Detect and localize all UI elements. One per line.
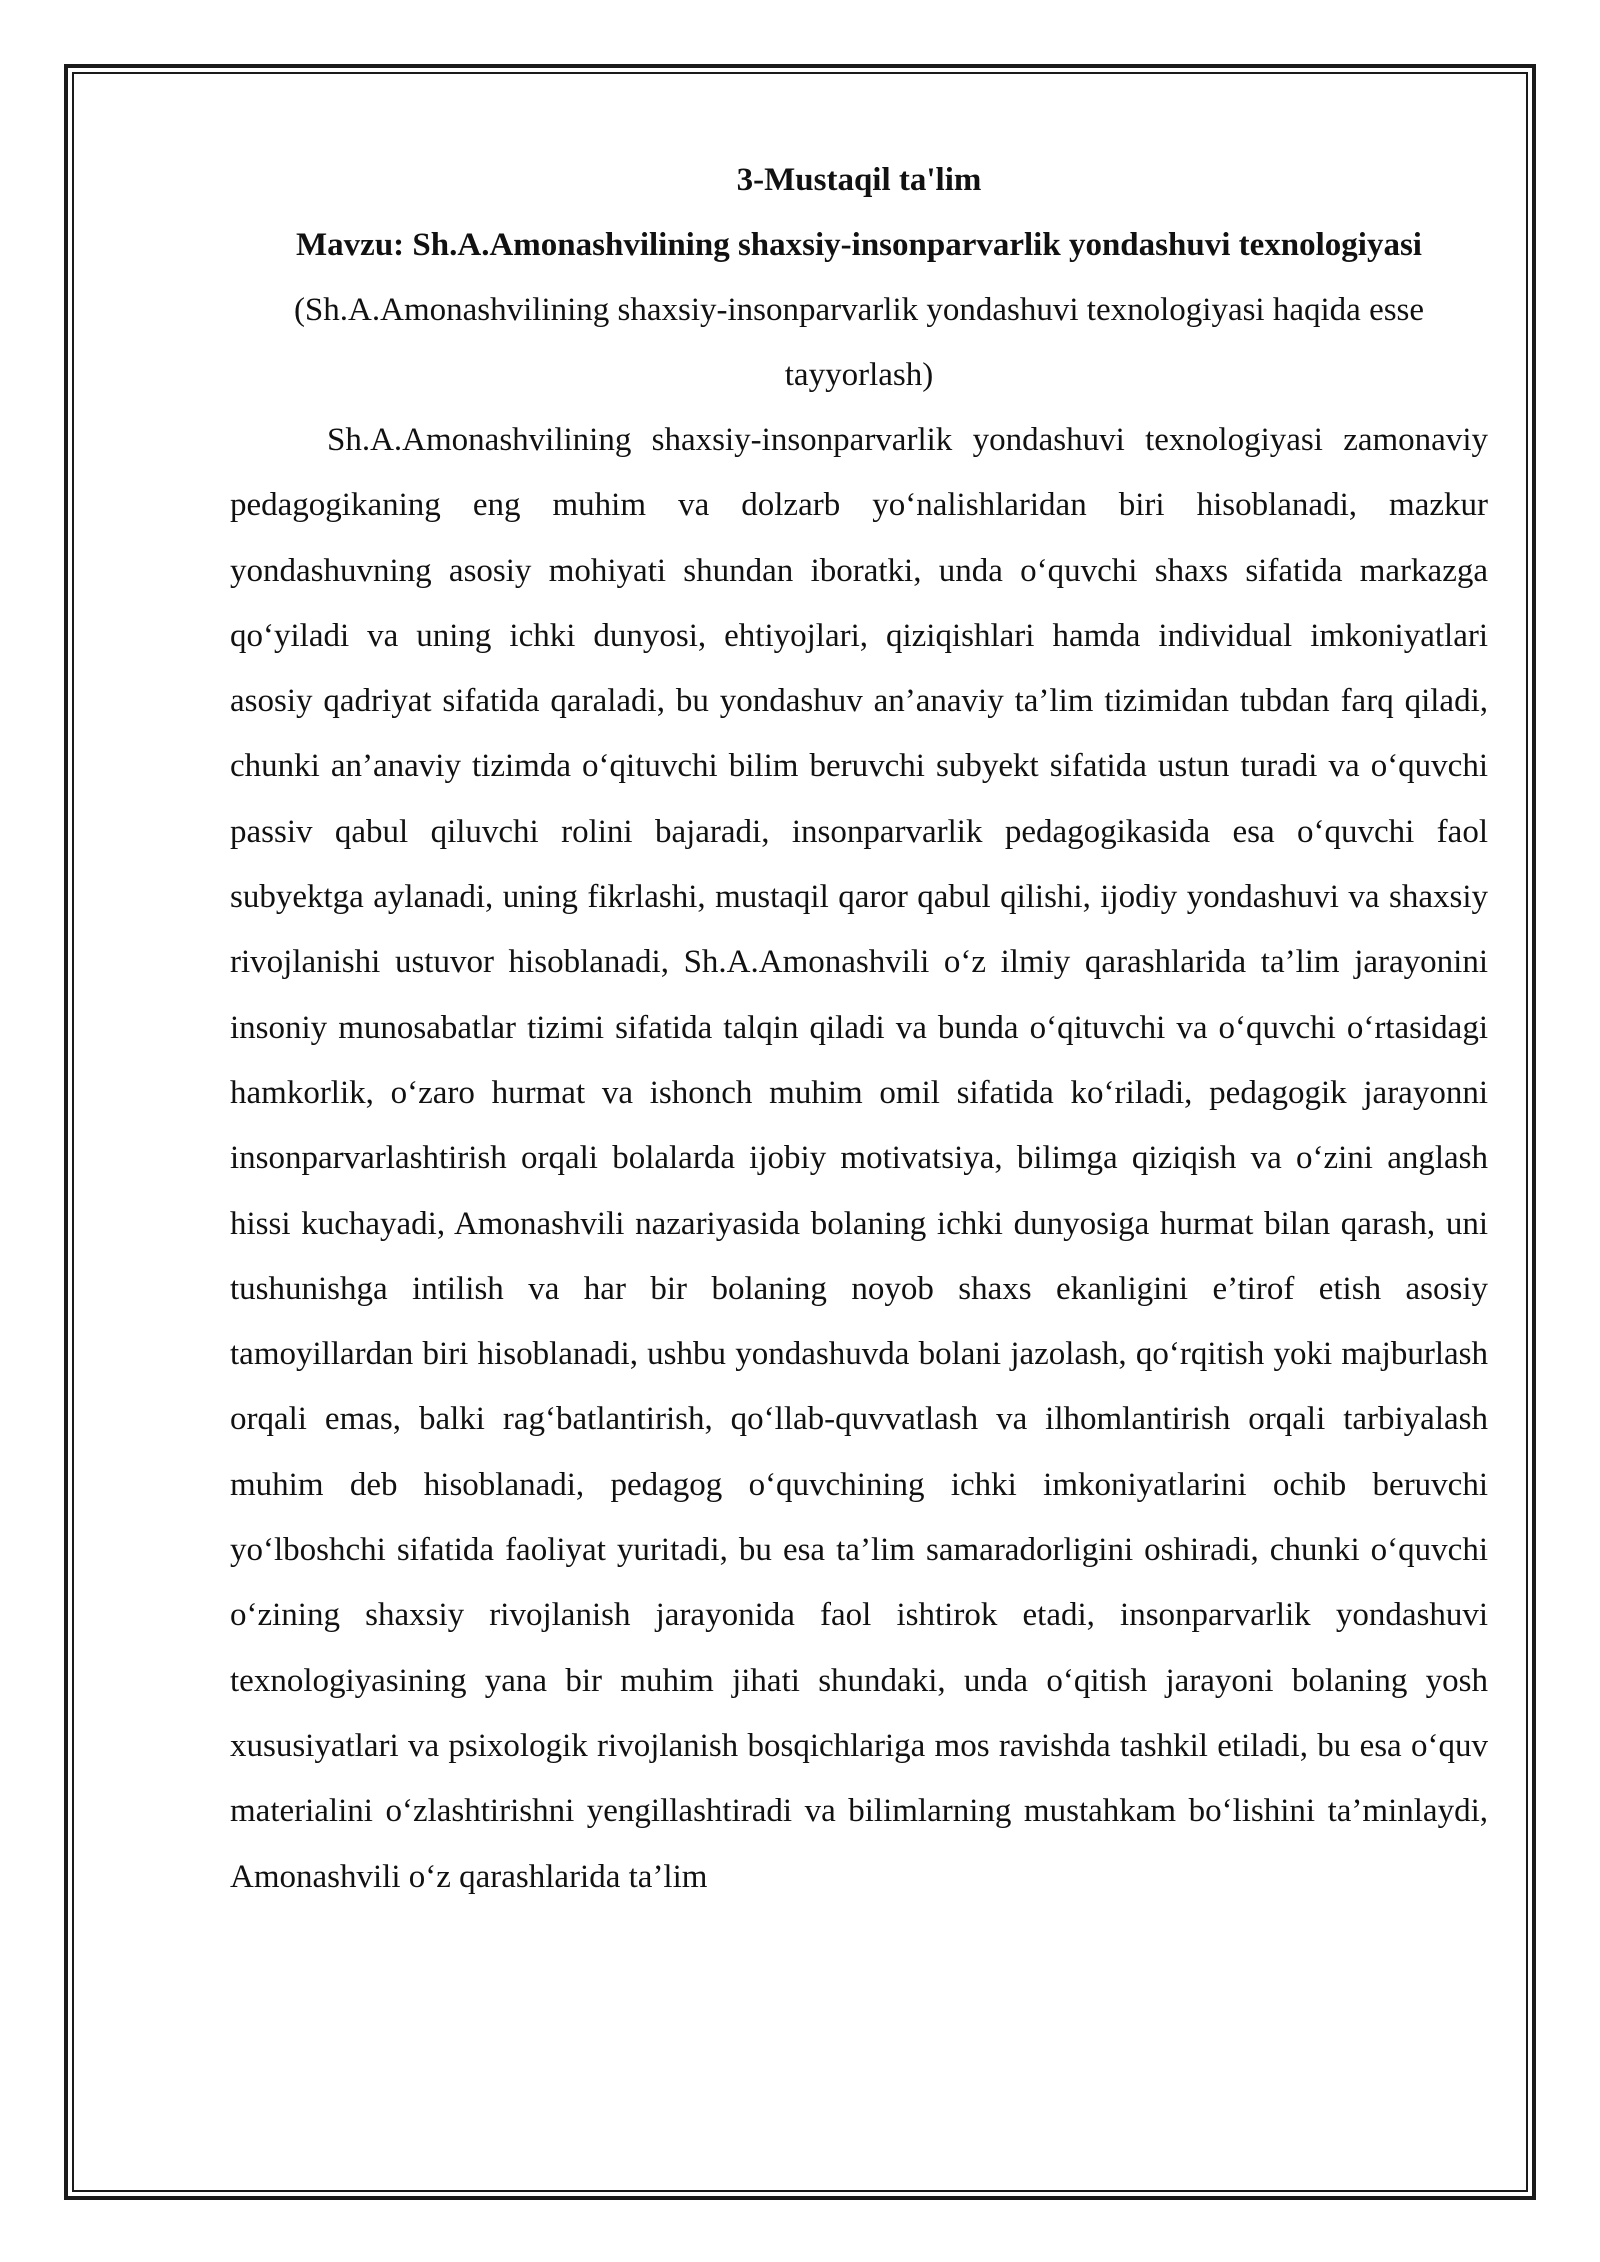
body-paragraph: Sh.A.Amonashvilining shaxsiy-insonparvarlik yondashuvi texnologiyasi zamonaviy pedagogikaning eng muhim va dolzarb yo‘nalishlaridan biri hisoblanadi, mazkur yondashuvning asosiy mohiyati shundan iboratki, unda o‘quvchi shaxs sifatida markazga qo‘yiladi va uning ichki dunyosi, ehtiyojlari, qiziqishlari hamda individual imkoniyatlari asosiy qadriyat sifatida qaraladi, bu yondashuv an’anaviy ta’lim tizimidan tubdan farq qiladi, chunki an’anaviy tizimda o‘qituvchi bilim beruvchi subyekt sifatida ustun turadi va o‘quvchi passiv qabul qiluvchi rolini bajaradi, insonparvarlik pedagogikasida esa o‘quvchi faol subyektga aylanadi, uning fikrlashi, mustaqil qaror qabul qilishi, ijodiy yondashuvi va shaxsiy rivojlanishi ustuvor hisoblanadi, Sh.A.Amonashvili o‘z ilmiy qarashlarida ta’lim jarayonini insoniy munosabatlar tizimi sifatida talqin qiladi va bunda o‘qituvchi va o‘quvchi o‘rtasidagi hamkorlik, o‘zaro hurmat va ishonch muhim omil sifatida ko‘riladi, pedagogik jarayonni insonparvarlashtirish orqali bolalarda ijobiy motivatsiya, bilimga qiziqish va o‘zini anglash hissi kuchayadi, Amonashvili nazariyasida bolaning ichki dunyosiga hurmat bilan qarash, uni tushunishga intilish va har bir bolaning noyob shaxs ekanligini e’tirof etish asosiy tamoyillardan biri hisoblanadi, ushbu yondashuvda bolani jazolash, qo‘rqitish yoki majburlash orqali emas, balki rag‘batlantirish, qo‘llab-quvvatlash va ilhomlantirish orqali tarbiyalash muhim deb hisoblanadi, pedagog o‘quvchining ichki imkoniyatlarini ochib beruvchi yo‘lboshchi sifatida faoliyat yuritadi, bu esa ta’lim samaradorligini oshiradi, chunki o‘quvchi o‘zining shaxsiy rivojlanish jarayonida faol ishtirok etadi, insonparvarlik yondashuvi texnologiyasining yana bir muhim jihati shundaki, unda o‘qitish jarayoni bolaning yosh xususiyatlari va psixologik rivojlanish bosqichlariga mos ravishda tashkil etiladi, bu esa o‘quv materialini o‘zlashtirishni yengillashtiradi va bilimlarning mustahkam bo‘lishini ta’minlaydi, Amonashvili o‘z qarashlarida ta’lim bbox=[230, 422, 1488, 1895]
document-note: (Sh.A.Amonashvilining shaxsiy-insonparvarlik yondashuvi texnologiyasi haqida esse tayyorlash) bbox=[293, 292, 1425, 393]
document-heading: 3-Mustaqil ta'lim bbox=[736, 162, 982, 198]
document-topic: Mavzu: Sh.A.Amonashvilining shaxsiy-insonparvarlik yondashuvi texnologiyasi bbox=[296, 227, 1422, 263]
document-content bbox=[230, 148, 1488, 1910]
